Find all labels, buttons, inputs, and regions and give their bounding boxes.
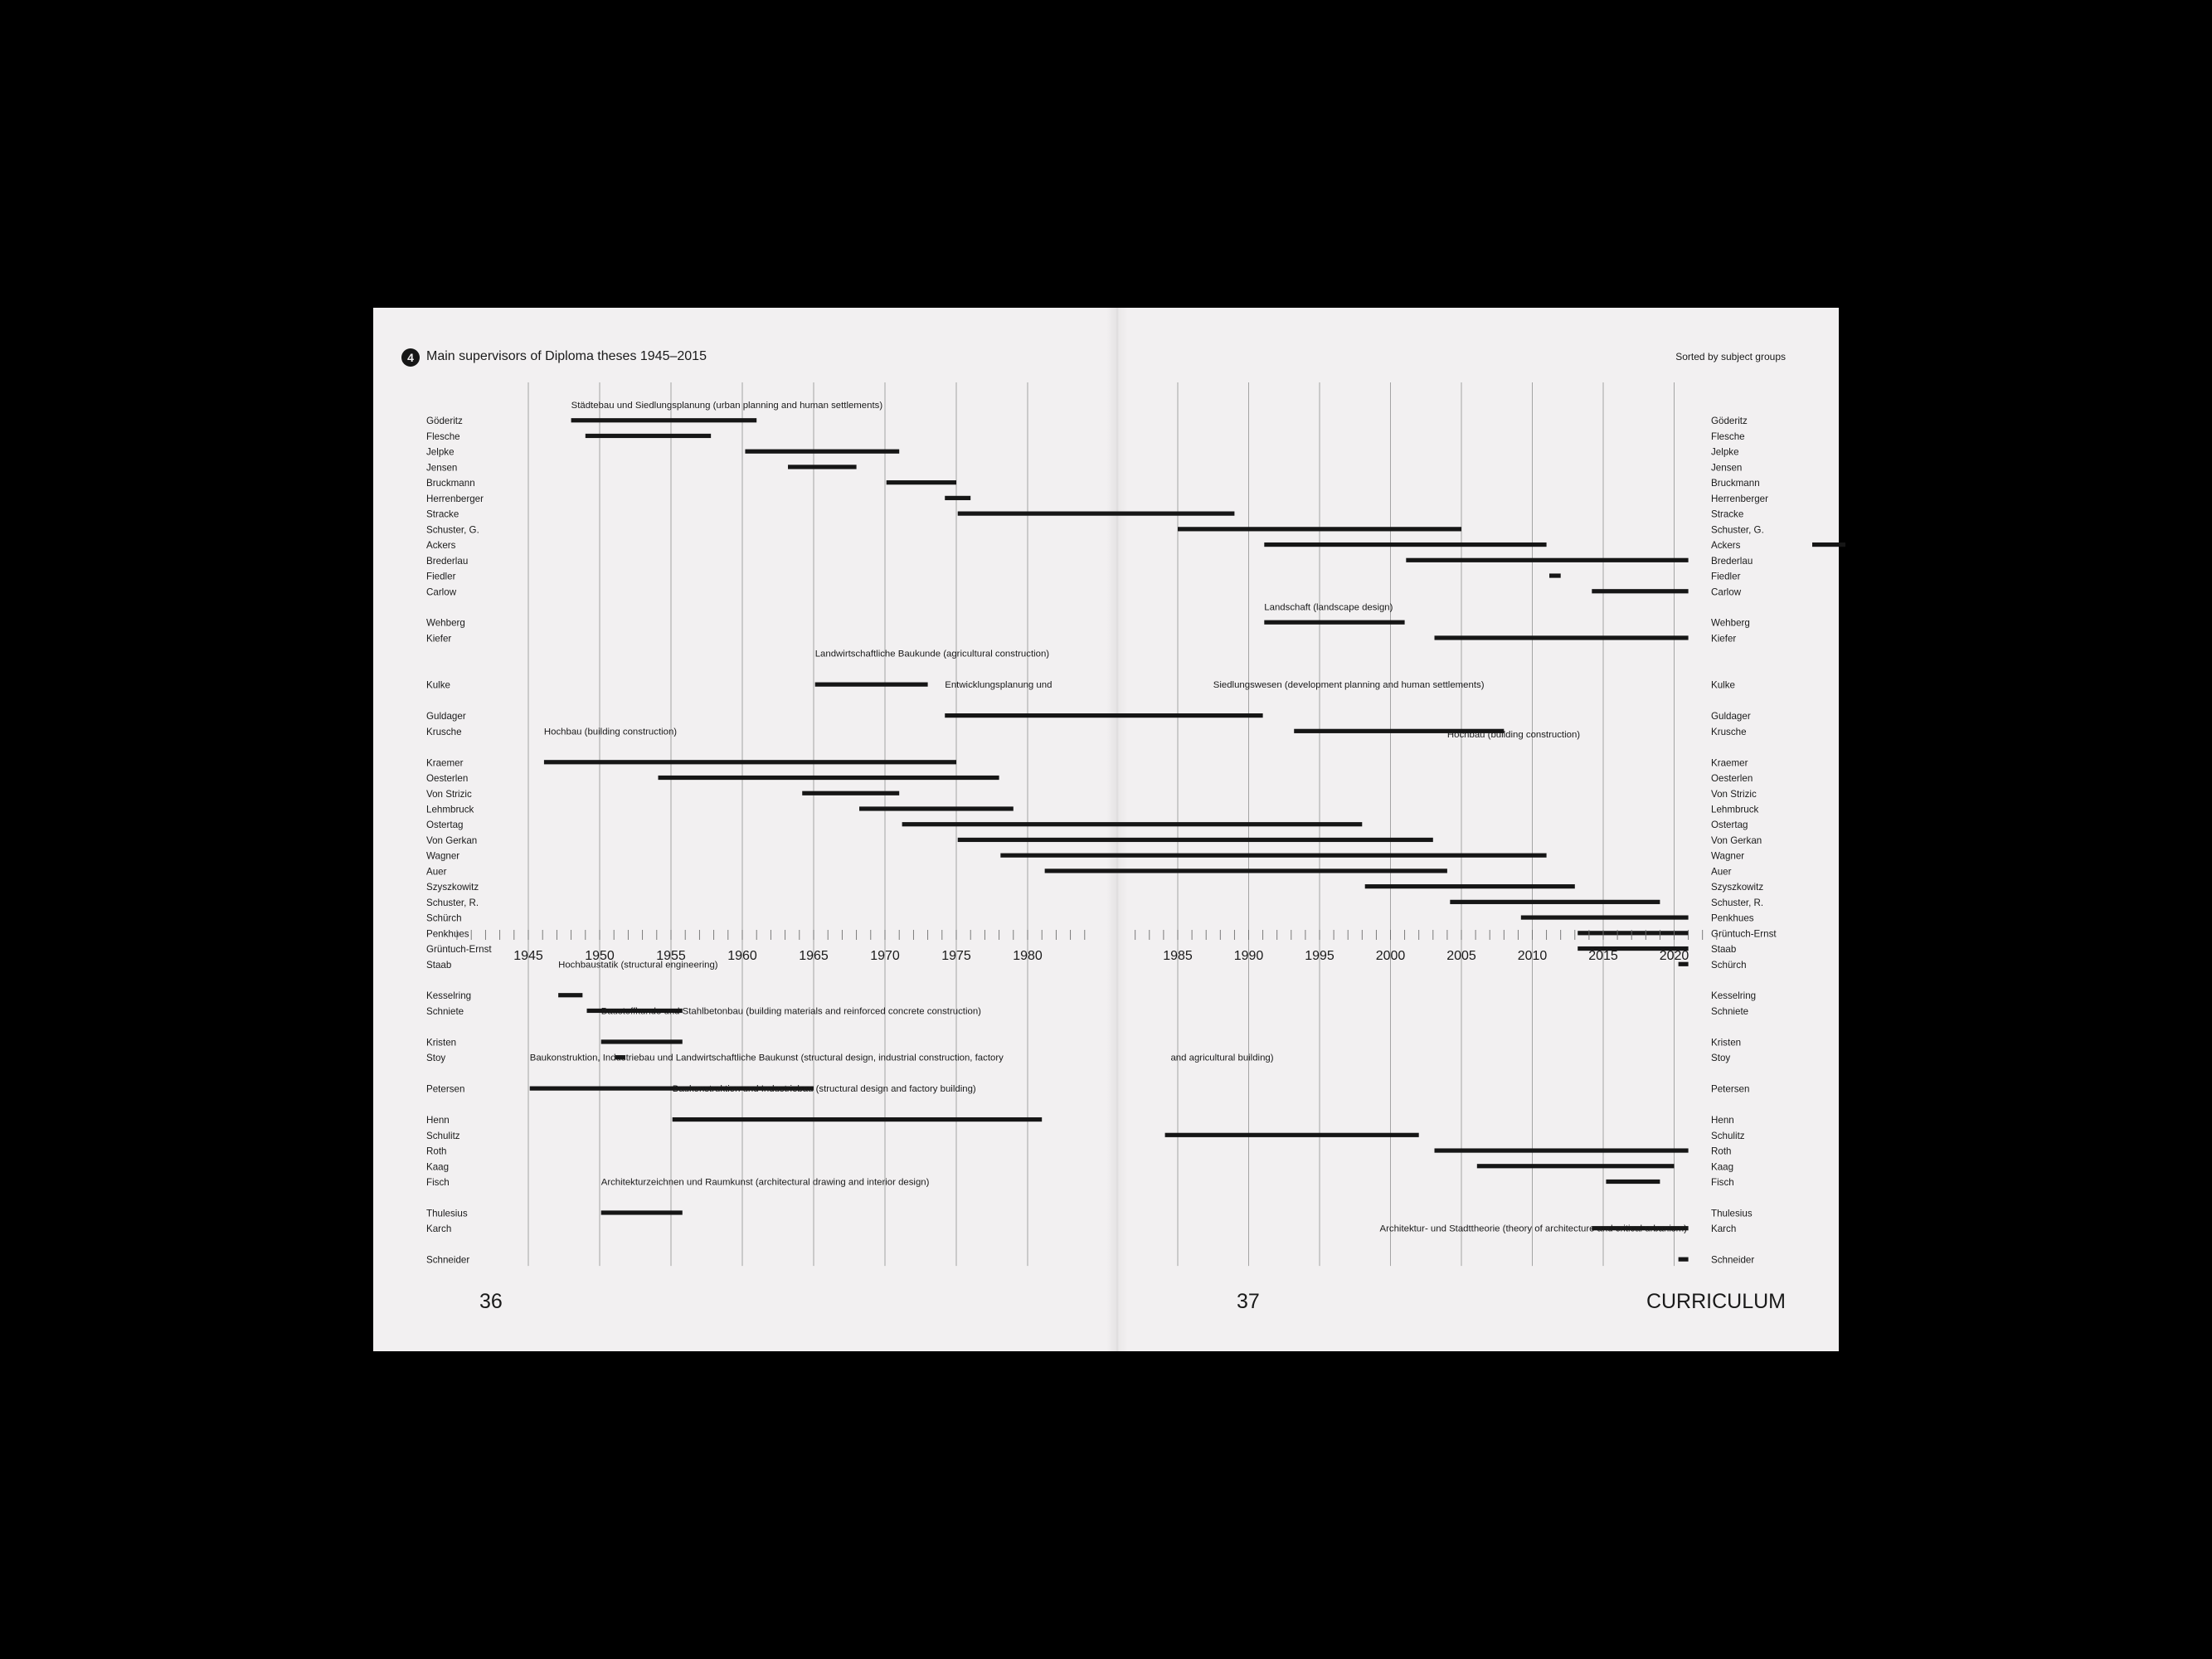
row-label-left-7: Schuster, G. (426, 524, 479, 536)
bar-23 (1000, 854, 1546, 858)
group-label-13: Architektur- und Stadttheorie (theory of architecture and critical urbanism) (1379, 1224, 1687, 1234)
row-label-right-15: Guldager (1711, 711, 1751, 722)
row-label-right-17: Kraemer (1711, 757, 1748, 769)
running-title: CURRICULUM (1646, 1290, 1786, 1313)
bar-4 (887, 480, 956, 484)
row-label-right-41: Thulesius (1711, 1208, 1753, 1219)
row-label-right-29: Staab (1711, 944, 1737, 956)
bar-2 (745, 450, 899, 454)
row-label-left-16: Krusche (426, 726, 462, 737)
group-label-9: Baukonstruktion, Industriebau und Landwirtschaftliche Baukunst (structural design, industrial construction, factory (529, 1053, 1004, 1063)
row-label-left-32: Schniete (426, 1005, 464, 1017)
row-label-left-29: Grüntuch-Ernst (426, 944, 492, 956)
row-label-right-9: Brederlau (1711, 555, 1753, 567)
row-label-right-1: Flesche (1711, 431, 1745, 442)
tick-label-1950: 1950 (585, 949, 615, 963)
figure-title: Main supervisors of Diploma theses 1945–2015 (426, 349, 707, 363)
row-label-right-36: Henn (1711, 1115, 1734, 1126)
tick-label-1990: 1990 (1233, 949, 1264, 963)
bar-39 (1477, 1164, 1675, 1168)
bar-bleed (1812, 542, 1845, 547)
tick-label-1975: 1975 (941, 949, 971, 963)
bar-14 (815, 683, 928, 687)
tick-label-1945: 1945 (513, 949, 543, 963)
bar-38 (1435, 1148, 1689, 1152)
group-label-0: Städtebau und Siedlungsplanung (urban planning and human settlements) (571, 401, 883, 411)
group-label-2: Landwirtschaftliche Baukunde (agricultural construction) (814, 649, 1050, 659)
row-label-right-6: Stracke (1711, 508, 1744, 520)
bar-40 (1606, 1180, 1660, 1184)
row-label-right-3: Jensen (1711, 462, 1743, 474)
group-label-7: Hochbaustatik (structural engineering) (558, 960, 718, 971)
row-label-right-40: Fisch (1711, 1177, 1734, 1188)
row-label-left-40: Fisch (426, 1177, 450, 1188)
row-label-left-20: Lehmbruck (426, 804, 474, 815)
bar-31 (558, 993, 582, 997)
row-label-left-38: Roth (426, 1146, 447, 1157)
bar-11 (1592, 589, 1688, 593)
group-label-12: Architekturzeichnen und Raumkunst (architectural drawing and interior design) (600, 1177, 930, 1188)
row-label-left-10: Fiedler (426, 571, 456, 582)
row-label-left-19: Von Strizic (426, 788, 472, 800)
group-label-1: Landschaft (landscape design) (1264, 602, 1393, 613)
tick-label-2010: 2010 (1517, 949, 1548, 963)
row-label-left-4: Bruckmann (426, 478, 475, 489)
figure-number-badge: 4 (401, 348, 420, 367)
row-label-left-34: Stoy (426, 1053, 446, 1064)
bar-25 (1365, 884, 1575, 888)
row-label-left-14: Kulke (426, 679, 451, 691)
group-label-8: Baustoffkunde und Stahlbetonbau (building materials and reinforced concrete construction) (600, 1006, 981, 1017)
bar-21 (902, 822, 1363, 826)
tick-label-1985: 1985 (1163, 949, 1193, 963)
year-axis (457, 930, 1717, 963)
bar-19 (802, 791, 899, 795)
row-label-right-19: Von Strizic (1711, 788, 1757, 800)
row-label-left-37: Schulitz (426, 1130, 460, 1141)
row-label-right-21: Ostertag (1711, 820, 1748, 831)
bar-33 (601, 1039, 683, 1044)
row-label-left-26: Schuster, R. (426, 897, 479, 908)
row-label-left-41: Thulesius (426, 1208, 468, 1219)
bar-36 (673, 1117, 1042, 1121)
subject-group-labels (530, 401, 1687, 1234)
row-label-right-5: Herrenberger (1711, 493, 1768, 504)
bar-26 (1450, 900, 1660, 904)
row-label-right-32: Schniete (1711, 1005, 1749, 1017)
row-label-right-35: Petersen (1711, 1083, 1750, 1095)
row-label-right-11: Carlow (1711, 586, 1742, 598)
sort-note: Sorted by subject groups (1675, 351, 1786, 362)
row-label-left-25: Szyszkowitz (426, 882, 479, 893)
bar-41 (601, 1210, 683, 1214)
tick-label-1960: 1960 (727, 949, 757, 963)
row-label-left-30: Staab (426, 959, 452, 971)
row-label-right-28: Grüntuch-Ernst (1711, 928, 1777, 940)
bar-28 (1578, 931, 1688, 935)
page-number-left: 36 (479, 1290, 503, 1313)
tenure-bars (530, 418, 1845, 1262)
row-label-right-10: Fiedler (1711, 571, 1741, 582)
row-label-right-42: Karch (1711, 1224, 1737, 1235)
tick-label-2000: 2000 (1375, 949, 1406, 963)
row-label-left-2: Jelpke (426, 446, 455, 458)
row-label-right-30: Schürch (1711, 959, 1747, 971)
row-label-left-9: Brederlau (426, 555, 469, 567)
supervisor-timeline-chart (373, 308, 1839, 1266)
bar-20 (859, 806, 1014, 810)
row-label-left-5: Herrenberger (426, 493, 484, 504)
row-label-left-3: Jensen (426, 462, 458, 474)
row-label-right-4: Bruckmann (1711, 478, 1760, 489)
tick-label-1995: 1995 (1305, 949, 1334, 963)
row-label-right-43: Schneider (1711, 1254, 1755, 1266)
bar-24 (1045, 868, 1447, 873)
row-label-left-27: Schürch (426, 912, 462, 924)
row-label-left-36: Henn (426, 1115, 450, 1126)
bar-5 (945, 496, 970, 500)
row-label-left-15: Guldager (426, 711, 466, 722)
group-label-5: Hochbau (building construction) (543, 727, 678, 737)
page-number-right: 37 (1237, 1290, 1260, 1313)
row-label-left-28: Penkhues (426, 928, 469, 940)
row-label-right-20: Lehmbruck (1711, 804, 1759, 815)
row-label-right-37: Schulitz (1711, 1130, 1745, 1141)
bar-15 (945, 713, 1262, 718)
row-label-right-24: Auer (1711, 866, 1732, 878)
bar-3 (788, 465, 857, 469)
bar-8 (1264, 542, 1546, 547)
bar-17 (544, 760, 956, 764)
row-label-right-16: Krusche (1711, 726, 1747, 737)
tick-label-1970: 1970 (870, 949, 900, 963)
row-label-left-12: Wehberg (426, 617, 465, 629)
row-label-left-31: Kesselring (426, 990, 472, 1002)
bar-10 (1549, 573, 1561, 577)
tick-label-1955: 1955 (656, 949, 686, 963)
row-label-left-1: Flesche (426, 431, 460, 442)
row-label-right-27: Penkhues (1711, 912, 1754, 924)
row-label-right-12: Wehberg (1711, 617, 1750, 629)
bar-18 (659, 776, 999, 780)
row-label-left-22: Von Gerkan (426, 834, 478, 846)
group-label-4: Siedlungswesen (development planning and human settlements) (1213, 680, 1485, 691)
bar-7 (1178, 527, 1461, 531)
bar-0 (571, 418, 757, 422)
row-label-right-13: Kiefer (1711, 633, 1737, 645)
row-label-left-24: Auer (426, 866, 447, 878)
row-label-right-26: Schuster, R. (1711, 897, 1764, 908)
row-label-right-31: Kesselring (1711, 990, 1757, 1002)
tick-label-2005: 2005 (1446, 949, 1476, 963)
row-label-right-0: Göderitz (1711, 416, 1748, 427)
tick-label-2020: 2020 (1659, 949, 1689, 963)
row-label-right-18: Oesterlen (1711, 773, 1753, 785)
bar-37 (1165, 1133, 1419, 1137)
bar-6 (958, 512, 1235, 516)
row-label-right-33: Kristen (1711, 1037, 1742, 1048)
row-label-left-8: Ackers (426, 540, 456, 552)
row-label-right-2: Jelpke (1711, 446, 1739, 458)
row-label-left-0: Göderitz (426, 416, 463, 427)
book-spread (373, 308, 1839, 1351)
row-label-right-14: Kulke (1711, 679, 1736, 691)
row-label-right-8: Ackers (1711, 540, 1741, 552)
bar-27 (1521, 915, 1689, 919)
group-label-11: Baukonstruktion und Industriebau (structural design and factory building) (672, 1084, 976, 1095)
row-label-right-7: Schuster, G. (1711, 524, 1764, 536)
bar-1 (586, 434, 711, 438)
group-label-10: and agricultural building) (1170, 1053, 1274, 1063)
row-label-left-13: Kiefer (426, 633, 452, 645)
row-label-right-39: Kaag (1711, 1161, 1734, 1173)
tick-label-1965: 1965 (799, 949, 829, 963)
row-label-left-39: Kaag (426, 1161, 450, 1173)
row-label-left-21: Ostertag (426, 820, 464, 831)
row-label-right-34: Stoy (1711, 1053, 1731, 1064)
row-label-right-22: Von Gerkan (1711, 834, 1762, 846)
row-label-left-23: Wagner (426, 850, 460, 862)
row-label-left-18: Oesterlen (426, 773, 469, 785)
row-label-right-23: Wagner (1711, 850, 1745, 862)
row-label-left-6: Stracke (426, 508, 459, 520)
row-label-left-11: Carlow (426, 586, 457, 598)
tick-label-1980: 1980 (1013, 949, 1043, 963)
bar-43 (1679, 1258, 1689, 1262)
row-label-left-33: Kristen (426, 1037, 457, 1048)
row-label-left-43: Schneider (426, 1254, 470, 1266)
group-label-6: Hochbau (building construction) (1446, 730, 1581, 741)
row-label-right-38: Roth (1711, 1146, 1732, 1157)
row-label-left-35: Petersen (426, 1083, 465, 1095)
row-label-right-25: Szyszkowitz (1711, 882, 1764, 893)
group-label-3: Entwicklungsplanung und (945, 680, 1053, 691)
tick-label-2015: 2015 (1588, 949, 1618, 963)
row-label-left-17: Kraemer (426, 757, 464, 769)
bar-9 (1406, 558, 1688, 562)
bar-13 (1435, 635, 1689, 640)
bar-22 (958, 838, 1433, 842)
row-label-left-42: Karch (426, 1224, 452, 1235)
bar-12 (1264, 620, 1404, 625)
